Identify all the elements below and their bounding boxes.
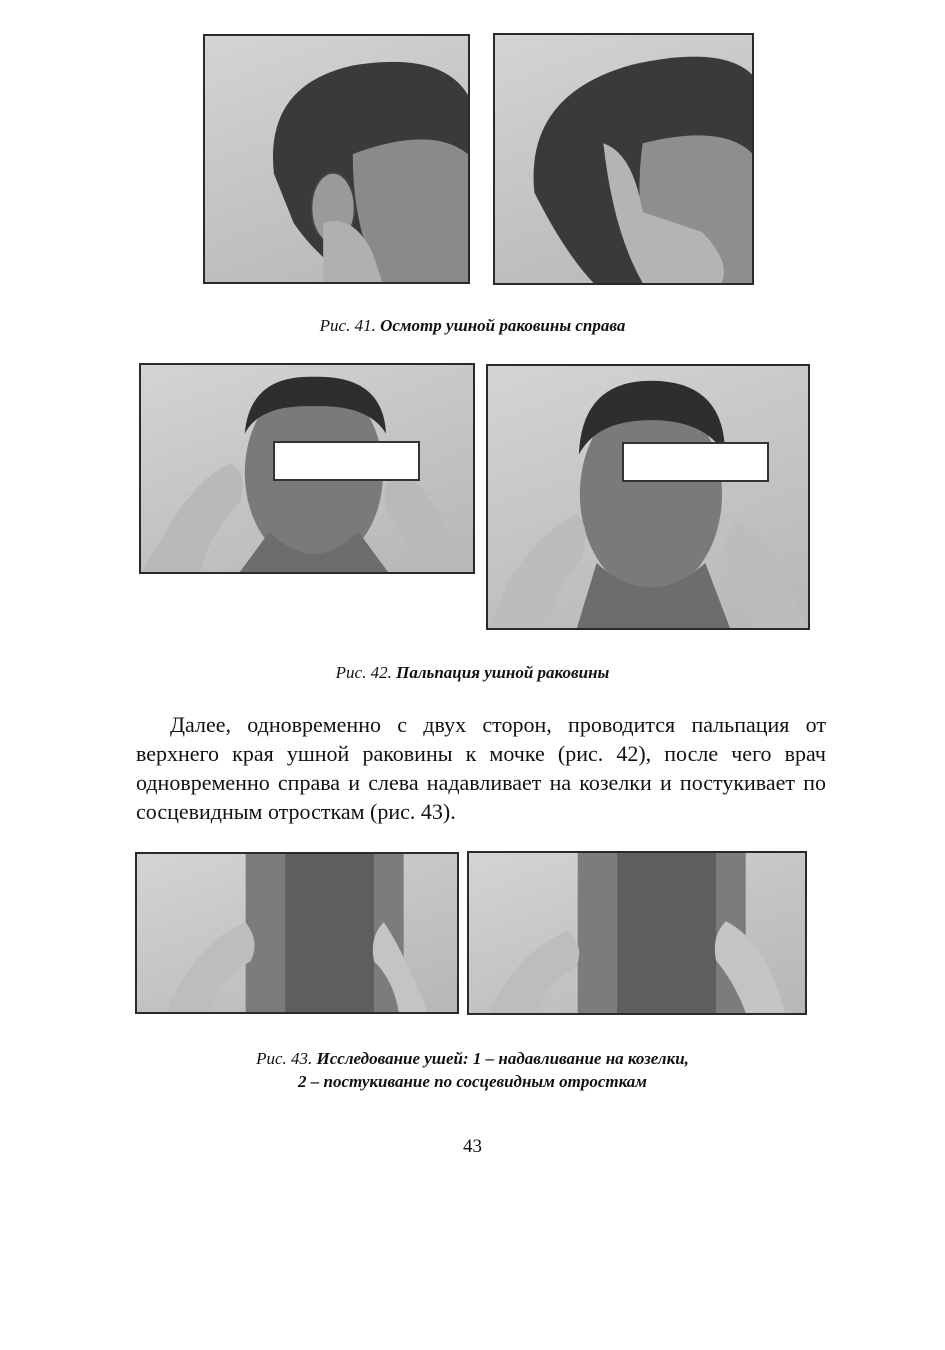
figure-43-photo-left (135, 852, 459, 1014)
figure-42-photo-right (486, 364, 810, 630)
figure-41-label: Рис. 41. (319, 316, 376, 335)
figure-41-photo-left (203, 34, 470, 284)
figure-43-title-line2: 2 – постукивание по сосцевидным отросткам (298, 1072, 647, 1091)
figure-42-label: Рис. 42. (335, 663, 392, 682)
figure-43-label: Рис. 43. (256, 1049, 313, 1068)
figure-41-title: Осмотр ушной раковины справа (380, 316, 626, 335)
figure-43-title-line1: Исследование ушей: 1 – надавливание на козелки, (316, 1049, 689, 1068)
body-paragraph-text: Далее, одновременно с двух сторон, проводится пальпация от верхнего края ушной раковины к мочке (рис. 42), после чего врач одновременно справа и слева надавливает на козелки и постукивает по сосцевидным отросткам (рис. 43). (136, 712, 826, 824)
body-paragraph (136, 710, 826, 826)
figure-42-right-eye-redaction (622, 442, 769, 482)
figure-41-photo-right (493, 33, 754, 285)
figure-42-title: Пальпация ушной раковины (396, 663, 610, 682)
figure-42-caption (0, 663, 945, 683)
page-number: 43 (463, 1136, 482, 1157)
figure-43-photo-right (467, 851, 807, 1015)
figure-41-caption (0, 316, 945, 336)
figure-43-caption-line1 (0, 1047, 945, 1070)
figure-43-caption (0, 1047, 945, 1093)
figure-42-left-eye-redaction (273, 441, 420, 481)
